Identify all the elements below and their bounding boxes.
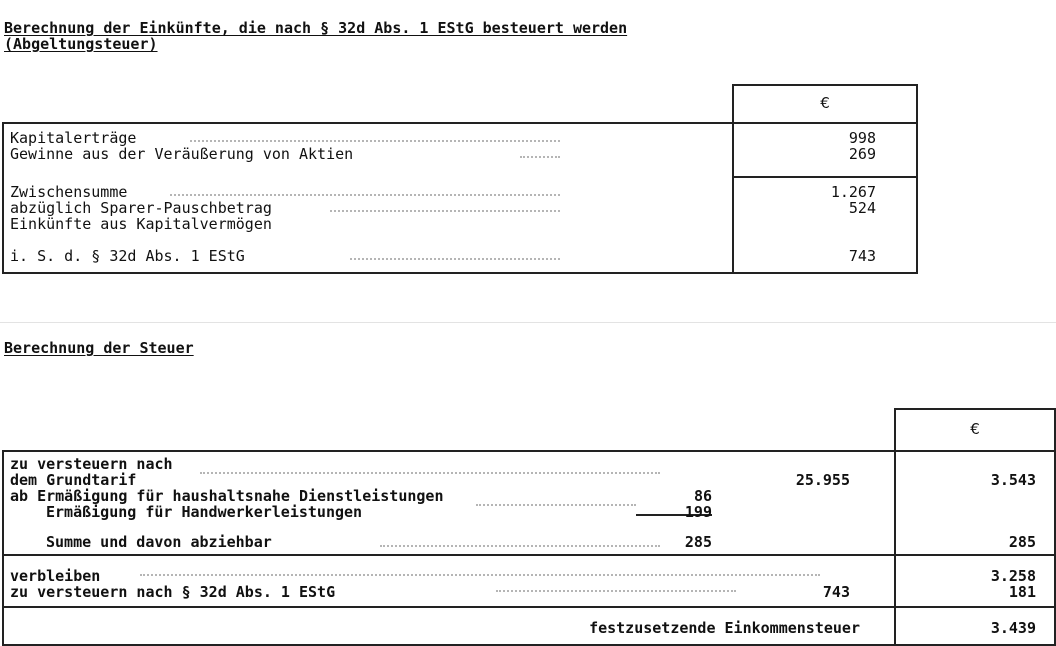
total-label: festzusetzende Einkommensteuer	[589, 619, 860, 637]
tax-row-sub: 86	[693, 487, 712, 505]
income-row-label: i. S. d. § 32d Abs. 1 EStG	[10, 247, 245, 265]
dot-leader	[520, 156, 560, 158]
dot-leader	[380, 545, 660, 547]
tax-row-label: verbleiben	[10, 567, 101, 585]
tax-row-sub: 285	[684, 533, 712, 551]
income-row-label: Zwischensumme	[10, 183, 128, 201]
tax-row-mid: 743	[822, 583, 850, 601]
income-row-value: 743	[848, 247, 876, 265]
total-value: 3.439	[990, 619, 1036, 637]
tax-row-sub: 199	[684, 503, 712, 521]
tax-row-value: 3.543	[990, 471, 1036, 489]
income-currency-symbol: €	[820, 94, 830, 112]
income-row-label: abzüglich Sparer-Pauschbetrag	[10, 199, 272, 217]
tax-row-label: zu versteuern nach	[10, 455, 173, 473]
dot-leader	[140, 574, 820, 576]
income-row-value: 524	[848, 199, 876, 217]
income-row-value: 1.267	[830, 183, 876, 201]
income-value-column-divider	[732, 122, 734, 274]
tax-row-value: 3.258	[990, 567, 1036, 585]
tax-row-label: Ermäßigung für Handwerkerleistungen	[46, 503, 363, 521]
income-row-label: Kapitalerträge	[10, 129, 137, 147]
tax-currency-symbol: €	[970, 420, 980, 438]
tax-row-mid: 25.955	[795, 471, 850, 489]
income-row-label: Gewinne aus der Veräußerung von Aktien	[10, 145, 354, 163]
tax-row-label: ab Ermäßigung für haushaltsnahe Dienstleistungen	[10, 487, 444, 505]
section2-title: Berechnung der Steuer	[4, 339, 194, 357]
tax-value-column-divider	[894, 450, 896, 646]
dot-leader	[200, 472, 660, 474]
section1-title-line1: Berechnung der Einkünfte, die nach § 32d Abs. 1 EStG besteuert werden	[4, 19, 628, 37]
income-subtotal-divider	[732, 176, 918, 178]
dot-leader	[170, 194, 560, 196]
tax-row-value: 285	[1008, 533, 1036, 551]
dot-leader	[330, 210, 560, 212]
dot-leader	[190, 140, 560, 142]
tax-row-label: Summe und davon abziehbar	[46, 533, 272, 551]
tax-row-label: dem Grundtarif	[10, 471, 137, 489]
income-row-value: 269	[848, 145, 876, 163]
dot-leader	[476, 504, 636, 506]
dot-leader	[496, 590, 736, 592]
tax-section-divider-2	[2, 606, 1056, 608]
tax-section-divider-1	[2, 554, 1056, 556]
income-row-value: 998	[848, 129, 876, 147]
dot-leader	[350, 258, 560, 260]
tax-row-value: 181	[1008, 583, 1036, 601]
income-row-label: Einkünfte aus Kapitalvermögen	[10, 215, 272, 233]
section-separator	[0, 322, 1056, 323]
tax-row-label: zu versteuern nach § 32d Abs. 1 EStG	[10, 583, 336, 601]
section1-title-line2: (Abgeltungsteuer)	[4, 35, 158, 53]
